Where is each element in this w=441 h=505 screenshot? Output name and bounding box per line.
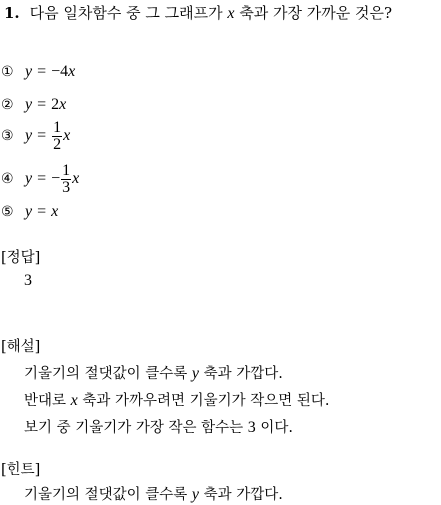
hint-line-1-before: 기울기의 절댓값이 클수록 (24, 487, 188, 503)
choice-5-mark: ⑤ (1, 204, 14, 220)
choice-1-equation (25, 63, 75, 81)
choice-3-fraction (52, 120, 62, 153)
choice-2-coef: 2 (51, 96, 60, 113)
explanation-line-2 (24, 391, 330, 411)
explanation-line-3 (24, 418, 293, 438)
explanation-line-3-num: 3 (247, 419, 256, 436)
explanation-line-3-before: 보기 중 기울기가 가장 작은 함수는 (24, 420, 244, 436)
choice-1-op: = (37, 63, 47, 80)
choice-5-equation (25, 203, 58, 221)
choice-3-lhs: y (25, 127, 33, 144)
explanation-line-2-before: 반대로 (24, 393, 67, 409)
choice-2[interactable] (1, 94, 66, 116)
choice-4-var: x (72, 170, 80, 187)
explanation-line-2-after: 축과 가까우려면 기울기가 작으면 된다. (82, 393, 330, 409)
choice-3-frac-num: 1 (53, 118, 62, 136)
answer-label: [정답] (1, 250, 41, 266)
hint-line-1-after: 축과 가깝다. (203, 487, 283, 503)
choice-5[interactable] (1, 201, 58, 223)
choice-2-mark: ② (1, 97, 14, 113)
choice-3-op: = (37, 127, 47, 144)
choice-1-lhs: y (25, 63, 33, 80)
choice-5-lhs: y (25, 203, 33, 220)
explanation-line-1-var: y (191, 365, 200, 382)
explanation-line-1-before: 기울기의 절댓값이 클수록 (24, 366, 188, 382)
choice-4-equation (25, 163, 79, 196)
question-variable: x (227, 5, 235, 22)
choice-1-mark: ① (1, 64, 14, 80)
choice-4-frac-num: 1 (62, 161, 71, 179)
choice-1[interactable] (1, 61, 75, 83)
choice-4[interactable] (1, 161, 79, 197)
choice-3-frac-den: 2 (53, 135, 62, 153)
explanation-line-2-var: x (70, 392, 78, 409)
explanation-line-3-after: 이다. (260, 420, 293, 436)
choice-4-sign: − (51, 170, 61, 187)
choice-4-op: = (37, 170, 47, 187)
choice-5-var: x (51, 203, 59, 220)
choice-3-var: x (63, 127, 71, 144)
choice-3[interactable] (1, 118, 70, 154)
answer-value: 3 (24, 272, 32, 289)
choice-1-coef: 4 (60, 63, 69, 80)
hint-line-1-var: y (191, 486, 200, 503)
question-line (4, 2, 392, 25)
explanation-line-1 (24, 364, 283, 384)
choice-3-equation (25, 120, 70, 153)
choice-2-lhs: y (25, 96, 33, 113)
choice-2-op: = (37, 96, 47, 113)
hint-label: [힌트] (1, 462, 41, 478)
choice-4-fraction (61, 163, 71, 196)
choice-2-var: x (59, 96, 67, 113)
choice-5-op: = (37, 203, 47, 220)
explanation-label: [해설] (1, 339, 41, 355)
question-text-before: 다음 일차함수 중 그 그래프가 (29, 4, 223, 22)
choice-3-mark: ③ (1, 128, 14, 144)
choice-4-frac-den: 3 (62, 178, 71, 196)
choice-1-sign: − (51, 63, 61, 80)
hint-line-1 (24, 485, 283, 505)
question-number: 1. (4, 4, 20, 22)
choice-4-lhs: y (25, 170, 33, 187)
choice-1-var: x (68, 63, 76, 80)
question-text-after: 축과 가장 가까운 것은? (239, 4, 393, 22)
choice-2-equation (25, 96, 66, 114)
choice-4-mark: ④ (1, 171, 14, 187)
explanation-line-1-after: 축과 가깝다. (203, 366, 283, 382)
